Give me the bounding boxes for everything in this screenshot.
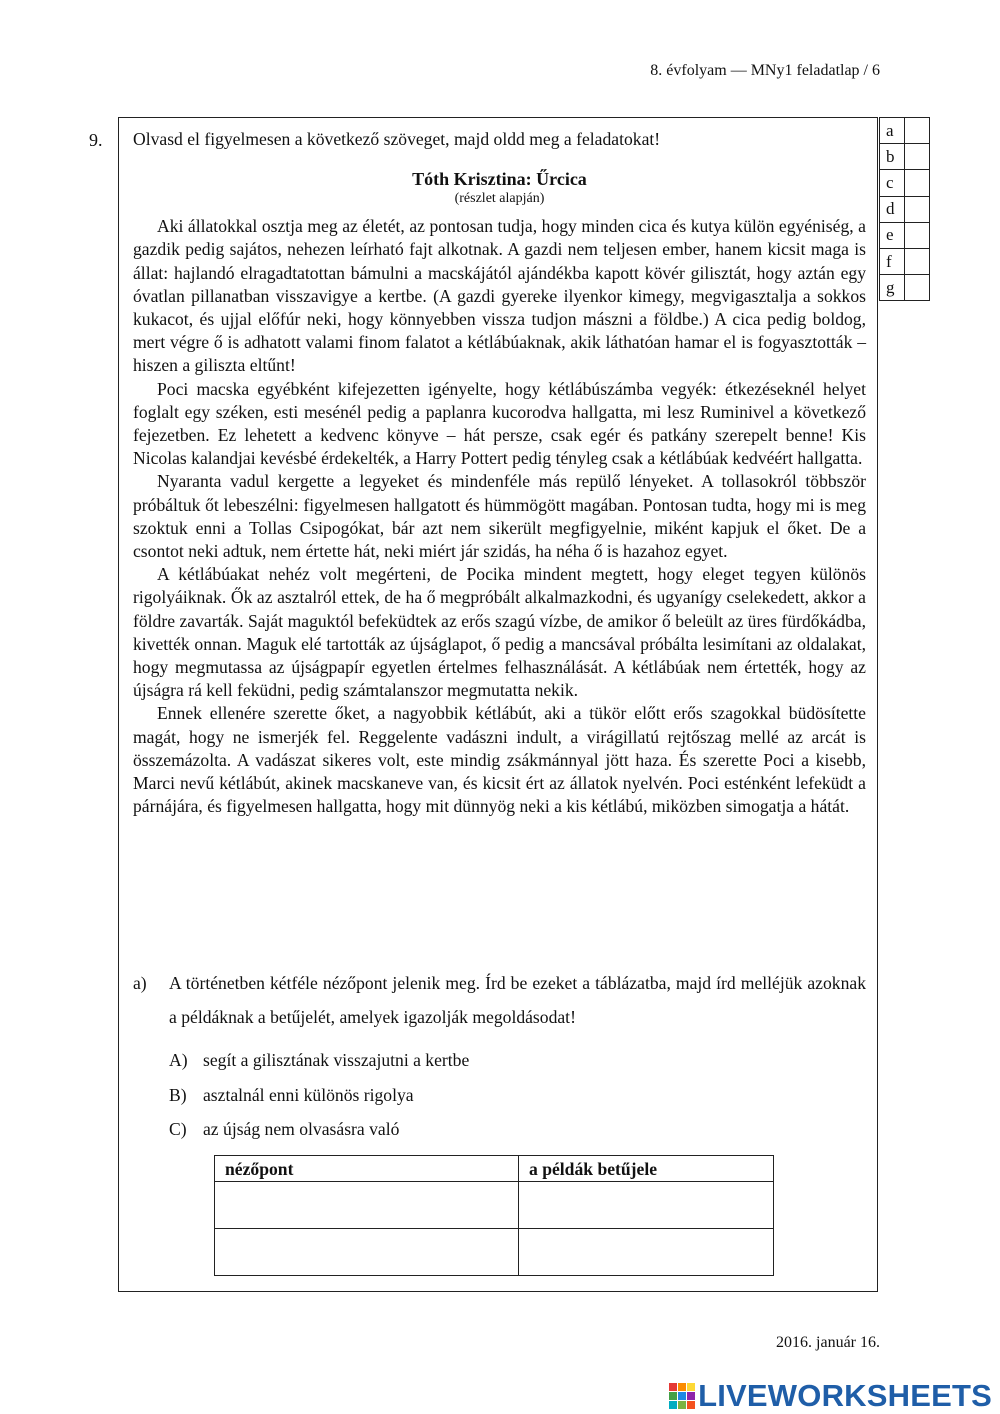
answer-cell-letters[interactable] xyxy=(519,1182,774,1229)
question-letter: a) xyxy=(133,973,147,993)
option-item xyxy=(169,1119,469,1154)
score-label: c xyxy=(880,170,905,196)
answer-cell-viewpoint[interactable] xyxy=(215,1229,519,1276)
passage-paragraph: Nyaranta vadul kergette a legyeket és mindenféle más repülő lényeket. A tollasokról többször próbáltuk őt lebeszélni: figyelmesen hallgatott és hümmögött magában. Pontosan tudta, hogy mi is meg szoktuk enni a Tollas Csipogókat, bár azt nem sikerült megfigyelnie, miként kapjuk el őket. De a csontot neki adtuk, nem értette hát, neki miért jár szidás, ha néha ő is hazahoz egyet. xyxy=(133,471,866,562)
logo-square xyxy=(678,1401,686,1409)
score-label: d xyxy=(880,196,905,222)
answer-cell-viewpoint[interactable] xyxy=(215,1182,519,1229)
logo-square xyxy=(687,1401,695,1409)
option-text: az újság nem olvasásra való xyxy=(203,1119,400,1139)
footer-date: 2016. január 16. xyxy=(776,1334,880,1351)
logo-square xyxy=(687,1383,695,1391)
score-table xyxy=(879,117,930,301)
example-options xyxy=(169,1050,469,1154)
reading-passage xyxy=(133,128,866,818)
logo-square xyxy=(678,1392,686,1400)
liveworksheets-logo-icon xyxy=(669,1383,695,1409)
column-header-letters: a példák betűjele xyxy=(519,1156,774,1182)
answer-table xyxy=(214,1155,774,1276)
score-cell[interactable] xyxy=(905,144,930,170)
passage-title: Tóth Krisztina: Űrcica xyxy=(412,169,587,190)
passage-paragraph: Poci macska egyébként kifejezetten igényelte, hogy kétlábúszámba vegyék: étkezéseknél helyet foglalt egy széken, esti mesénél pedig a paplanra kucorodva hallgatta, mi lesz Ruminivel a következő fejezetben. Ez lehetett a kedvenc könyve – hát persze, csak egér és patkány szerepelt benne! Kis Nicolas kalandjai kevésbé érdekelték, a Harry Pottert pedig tényleg csak a kétlábúak kedvéért hallgatta. xyxy=(133,378,866,469)
score-label: e xyxy=(880,222,905,248)
option-letter: B) xyxy=(169,1084,187,1105)
score-cell[interactable] xyxy=(905,275,930,301)
option-item xyxy=(169,1085,469,1120)
score-cell[interactable] xyxy=(905,222,930,248)
brand-text: LIVEWORKSHEETS xyxy=(698,1378,992,1413)
question-text: A történetben kétféle nézőpont jelenik meg. Írd be ezeket a táblázatba, majd írd melléjük azoknak a példáknak a betűjelét, amelyek igazolják megoldásodat! xyxy=(169,973,866,1027)
option-letter: C) xyxy=(169,1119,187,1139)
logo-square xyxy=(669,1383,677,1391)
page-header-reference: 8. évfolyam — MNy1 feladatlap / 6 xyxy=(650,62,880,79)
logo-square xyxy=(669,1392,677,1400)
passage-paragraph: Aki állatokkal osztja meg az életét, az pontosan tudja, hogy minden cica és kutya külön egyéniség, a gazdik pedig sajátos, nehezen leírható fajt alkotnak. A gazdi nem teljesen ember, hanem kicsit maga is állat: hajlandó elragadtatottan bámulni a macskájától ajándékba kapott kövér gilisztát, hogy aztán egy óvatlan pillanatban visszavigye a kertbe. (A gazdi gyereke ilyenkor kimegy, megvigasztalja a sokkos kukacot, és ujjal előfúr neki, hogy könnyebben vissza tudjon mászni a földbe.) A cica pedig boldog, mert végre ő is adhatott valami finom falatot a kétlábúaknak, akik láthatóan hamar el is fogyasztották – hiszen a giliszta eltűnt! xyxy=(133,216,866,376)
score-cell[interactable] xyxy=(905,170,930,196)
score-label: f xyxy=(880,248,905,274)
passage-subtitle: (részlet alapján) xyxy=(454,191,545,207)
passage-paragraph: Ennek ellenére szerette őket, a nagyobbik kétlábút, aki a tükör előtt erős szagokkal büdösítette magát, hogy ne ismerjék fel. Reggelente vadászni indult, a virágillatú rejtőszag mellé az arcát is összemázolta. A vadászat sikeres volt, este mindig zsákmánnyal jött haza. És szerette Poci a kisebb, Marci nevű kétlábút, akinek macskaneve van, és kicsit ért az állatok nyelvén. Poci esténként lefeküdt a párnájára, és figyelmesen hallgatta, hogy mit dünnyög neki a kis kétlábú, miközben simogatja a hátát. xyxy=(133,703,866,817)
option-text: asztalnál enni különös rigolya xyxy=(203,1084,414,1105)
column-header-viewpoint: nézőpont xyxy=(215,1156,519,1182)
score-label: a xyxy=(880,118,905,144)
score-cell[interactable] xyxy=(905,118,930,144)
task-number: 9. xyxy=(89,130,103,150)
option-text: segít a gilisztának visszajutni a kertbe xyxy=(203,1050,470,1070)
option-item xyxy=(169,1050,469,1085)
liveworksheets-brand[interactable] xyxy=(669,1378,992,1414)
task-instruction: Olvasd el figyelmesen a következő szöveget, majd oldd meg a feladatokat! xyxy=(133,129,661,149)
score-cell[interactable] xyxy=(905,196,930,222)
passage-paragraph: A kétlábúakat nehéz volt megérteni, de Pocika mindent megtett, hogy eleget tegyen különös rigolyáiknak. Ők az asztalról ettek, de ha ő megpróbált alkalmazkodni, és ugyanígy cselekedett, akkor a földre zavarták. Saját maguktól befeküdtek az erős szagú vízbe, de amikor ő beleült az üres fürdőkádba, kivették onnan. Maguk elé tartották az újságlapot, ő pedig a mancsával próbálta lesimítani az oldalakat, hogy megmutassa az újságpapír egyetlen értelmes felhasználását. A kétlábúak nem értették, hogy az újságra rá kell feküdni, pedig számtalanszor megmutatta nekik. xyxy=(133,564,866,701)
logo-square xyxy=(687,1392,695,1400)
option-letter: A) xyxy=(169,1050,188,1070)
score-cell[interactable] xyxy=(905,248,930,274)
answer-cell-letters[interactable] xyxy=(519,1229,774,1276)
logo-square xyxy=(678,1383,686,1391)
score-label: b xyxy=(880,144,905,170)
question-a xyxy=(133,970,866,1034)
logo-square xyxy=(669,1401,677,1409)
score-label: g xyxy=(880,275,905,301)
